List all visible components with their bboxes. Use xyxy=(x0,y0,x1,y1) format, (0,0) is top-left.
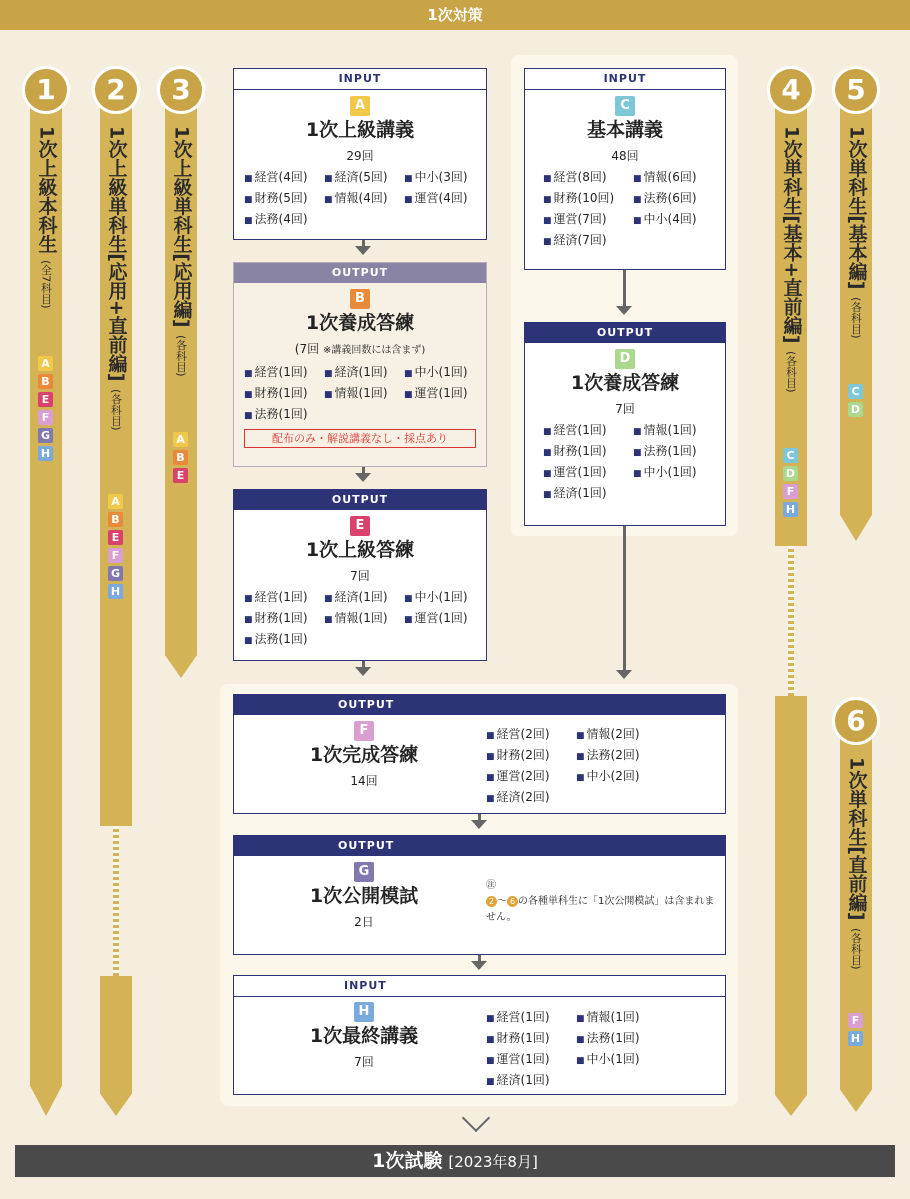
course-letters xyxy=(783,448,799,520)
box-b xyxy=(233,262,487,467)
course-letter-badge: B xyxy=(108,512,123,527)
subject-item: ■ 情報(1回) xyxy=(576,1008,666,1029)
course-letter-badge: C xyxy=(783,448,798,463)
box-title: 1次上級答練 xyxy=(305,539,415,561)
subject-item: ■ 運営(1回) xyxy=(404,384,484,405)
subject-item: ■ 中小(4回) xyxy=(633,210,723,231)
header-bar: 1次対策 xyxy=(0,0,910,30)
course-title: 1次上級単科生[応用編] (各科目) xyxy=(170,126,193,377)
course-letter-badge: G xyxy=(38,428,53,443)
subject-item: ■ 運営(1回) xyxy=(404,609,484,630)
course-letter-badge: F xyxy=(848,1013,863,1028)
subject-item: ■ 運営(2回) xyxy=(486,767,576,788)
subject-list xyxy=(486,1008,666,1092)
subject-item: ■ 情報(1回) xyxy=(324,384,404,405)
box-letter: F xyxy=(354,721,374,741)
subject-item: ■ 中小(3回) xyxy=(404,168,484,189)
course-number-badge: 1 xyxy=(22,66,70,114)
box-tag: OUTPUT xyxy=(525,323,725,343)
course-column-4 xyxy=(767,66,815,1116)
subject-item: ■ 財務(10回) xyxy=(543,189,633,210)
subject-item: ■ 運営(1回) xyxy=(543,463,633,484)
subject-item: ■ 法務(1回) xyxy=(244,405,324,426)
subject-item: ■ 中小(1回) xyxy=(404,363,484,384)
course-number-badge: 5 xyxy=(832,66,880,114)
box-d xyxy=(524,322,726,526)
course-column-2 xyxy=(92,66,140,1116)
subject-item: ■ 財務(1回) xyxy=(244,609,324,630)
subject-item: ■ 経営(1回) xyxy=(244,363,324,384)
course-title: 1次単科生[基本+直前編] (各科目) xyxy=(780,126,803,393)
subject-item: ■ 情報(1回) xyxy=(324,609,404,630)
course-letter-badge: E xyxy=(108,530,123,545)
box-letter: H xyxy=(354,1002,374,1022)
course-letter-badge: D xyxy=(848,402,863,417)
subject-item: ■ 財務(1回) xyxy=(543,442,633,463)
subject-list xyxy=(234,164,486,231)
subject-item: ■ 法務(1回) xyxy=(244,630,324,651)
course-letter-badge: E xyxy=(173,468,188,483)
subject-item: ■ 経済(1回) xyxy=(324,363,404,384)
course-letter-badge: F xyxy=(783,484,798,499)
course-letter-badge: D xyxy=(783,466,798,481)
course-number-badge: 3 xyxy=(157,66,205,114)
subject-item: ■ 情報(4回) xyxy=(324,189,404,210)
box-tag: OUTPUT xyxy=(234,695,725,715)
subject-item: ■ 運営(4回) xyxy=(404,189,484,210)
box-g xyxy=(233,835,726,955)
subject-item: ■ 情報(6回) xyxy=(633,168,723,189)
subject-item: ■ 経営(1回) xyxy=(244,588,324,609)
course-letters xyxy=(848,384,864,420)
mock-exam-note: ㊟ 2 ～ 6 の各種単科生に「1次公開模試」は含まれません。 xyxy=(486,880,715,923)
box-tag: OUTPUT xyxy=(234,490,486,510)
course-letter-badge: B xyxy=(173,450,188,465)
subject-item: ■ 法務(1回) xyxy=(633,442,723,463)
subject-item: ■ 法務(6回) xyxy=(633,189,723,210)
exam-footer: 1次試験 [2023年8月] xyxy=(15,1145,895,1177)
course-letters xyxy=(38,356,54,464)
course-letter-badge: A xyxy=(38,356,53,371)
subject-item: ■ 財務(1回) xyxy=(486,1029,576,1050)
subject-item: ■ 中小(1回) xyxy=(576,1050,666,1071)
box-letter: D xyxy=(615,349,635,369)
course-letter-badge: C xyxy=(848,384,863,399)
box-letter: C xyxy=(615,96,635,116)
distribution-note: 配布のみ・解説講義なし・採点あり xyxy=(244,429,476,448)
course-letters xyxy=(173,432,189,486)
box-count: 7回 xyxy=(350,569,370,583)
subject-item: ■ 経済(5回) xyxy=(324,168,404,189)
subject-item: ■ 法務(4回) xyxy=(244,210,324,231)
box-title: 1次最終講義 xyxy=(309,1025,419,1047)
box-tag: OUTPUT xyxy=(234,263,486,283)
course-letter-badge: B xyxy=(38,374,53,389)
course-title: 1次上級本科生 (全7科目) xyxy=(35,126,58,309)
subject-item: ■ 経済(2回) xyxy=(486,788,576,809)
box-title: 1次養成答練 xyxy=(305,312,415,334)
course-letter-badge: A xyxy=(173,432,188,447)
subject-item: ■ 運営(7回) xyxy=(543,210,633,231)
course-letters xyxy=(848,1013,864,1049)
subject-item: ■ 法務(2回) xyxy=(576,746,666,767)
course-letter-badge: H xyxy=(848,1031,863,1046)
box-count: 2日 xyxy=(354,915,374,929)
box-count: (7回 ※講義回数には含まず) xyxy=(294,342,426,356)
box-f xyxy=(233,694,726,814)
subject-item: ■ 中小(1回) xyxy=(633,463,723,484)
course-number-badge: 6 xyxy=(832,697,880,745)
box-count: 29回 xyxy=(346,149,374,163)
subject-item: ■ 情報(1回) xyxy=(633,421,723,442)
box-title: 1次上級講義 xyxy=(305,119,415,141)
course-letters xyxy=(108,494,124,602)
course-column-6 xyxy=(832,697,880,1117)
course-title: 1次単科生[基本編] (各科目) xyxy=(845,126,868,339)
subject-item: ■ 運営(1回) xyxy=(486,1050,576,1071)
subject-item: ■ 経済(7回) xyxy=(543,231,633,252)
course-letter-badge: A xyxy=(108,494,123,509)
subject-item: ■ 経営(1回) xyxy=(543,421,633,442)
course-letter-badge: F xyxy=(108,548,123,563)
course-column-1 xyxy=(22,66,70,1116)
subject-item: ■ 財務(5回) xyxy=(244,189,324,210)
subject-item: ■ 経営(1回) xyxy=(486,1008,576,1029)
subject-item: ■ 経済(1回) xyxy=(324,588,404,609)
course-letter-badge: G xyxy=(108,566,123,581)
box-title: 1次完成答練 xyxy=(309,744,419,766)
subject-item: ■ 中小(1回) xyxy=(404,588,484,609)
course-number-badge: 4 xyxy=(767,66,815,114)
subject-list xyxy=(486,725,666,809)
course-letter-badge: H xyxy=(38,446,53,461)
subject-item: ■ 財務(1回) xyxy=(244,384,324,405)
course-letter-badge: F xyxy=(38,410,53,425)
box-tag: INPUT xyxy=(234,69,486,90)
subject-item: ■ 経済(1回) xyxy=(543,484,633,505)
subject-item: ■ 財務(2回) xyxy=(486,746,576,767)
subject-list xyxy=(525,417,725,505)
course-column-3 xyxy=(157,66,205,686)
course-column-5 xyxy=(832,66,880,546)
subject-item: ■ 経済(1回) xyxy=(486,1071,576,1092)
subject-item: ■ 経営(8回) xyxy=(543,168,633,189)
box-letter: G xyxy=(354,862,374,882)
box-tag: INPUT xyxy=(234,976,725,997)
course-letter-badge: H xyxy=(783,502,798,517)
course-number-badge: 2 xyxy=(92,66,140,114)
box-a xyxy=(233,68,487,240)
box-letter: A xyxy=(350,96,370,116)
box-e xyxy=(233,489,487,661)
box-c xyxy=(524,68,726,270)
subject-list xyxy=(525,164,725,252)
course-letter-badge: H xyxy=(108,584,123,599)
subject-item: ■ 中小(2回) xyxy=(576,767,666,788)
course-title: 1次単科生[直前編] (各科目) xyxy=(845,757,868,970)
box-tag: INPUT xyxy=(525,69,725,90)
box-count: 7回 xyxy=(354,1055,374,1069)
subject-item: ■ 経営(4回) xyxy=(244,168,324,189)
box-title: 1次養成答練 xyxy=(570,372,680,394)
subject-list xyxy=(234,359,486,426)
box-count: 7回 xyxy=(615,402,635,416)
course-title: 1次上級単科生[応用+直前編] (各科目) xyxy=(105,126,128,431)
box-tag: OUTPUT xyxy=(234,836,725,856)
box-h xyxy=(233,975,726,1095)
box-letter: E xyxy=(350,516,370,536)
subject-item: ■ 情報(2回) xyxy=(576,725,666,746)
subject-item: ■ 経営(2回) xyxy=(486,725,576,746)
box-count: 48回 xyxy=(611,149,639,163)
course-letter-badge: E xyxy=(38,392,53,407)
box-letter: B xyxy=(350,289,370,309)
subject-list xyxy=(234,584,486,651)
box-title: 基本講義 xyxy=(586,119,663,141)
chevron-down-icon xyxy=(462,1104,490,1132)
box-title: 1次公開模試 xyxy=(309,885,419,907)
box-count: 14回 xyxy=(350,774,378,788)
subject-item: ■ 法務(1回) xyxy=(576,1029,666,1050)
